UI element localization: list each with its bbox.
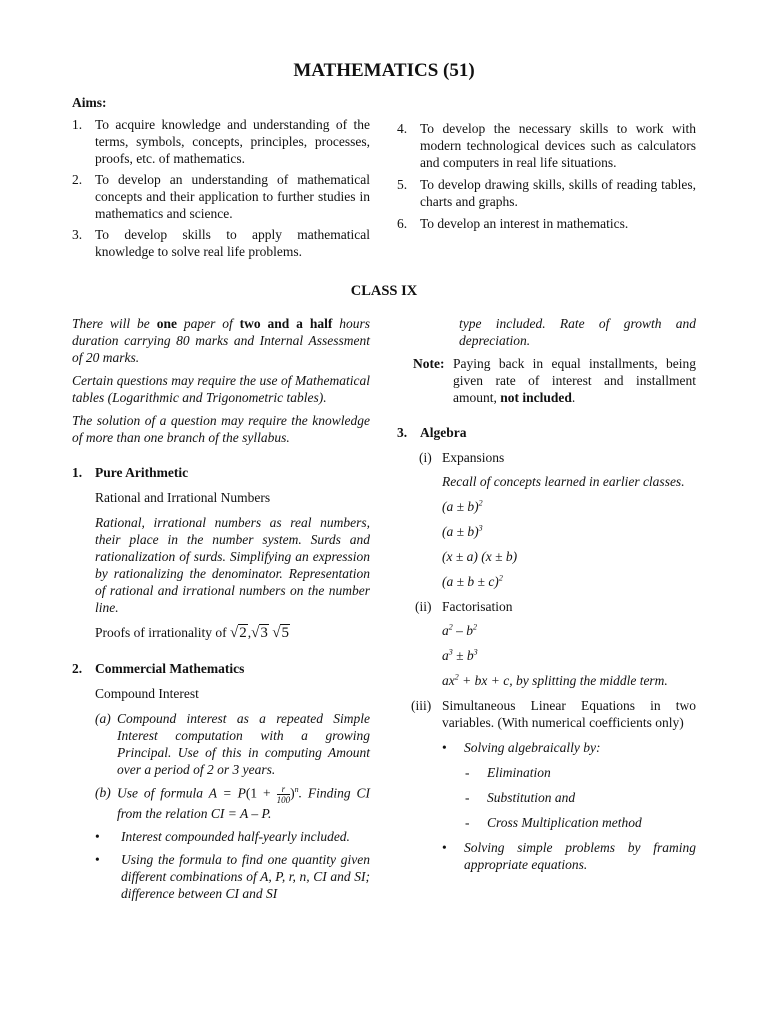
aim-item: 4. To develop the necessary skills to work with modern technological devices such as calculators and computers in real life situations. (397, 121, 696, 170)
sub-item-a: (a) Compound interest as a repeated Simple Interest computation with a growing Principal. Use of this in computing Amount over a period of 2 or 3 years. (95, 711, 370, 777)
aims-list-right (397, 120, 696, 237)
aim-item: 2. To develop an understanding of mathematical concepts and their application to further studies in mathematics and science. (72, 172, 370, 221)
expansion-formula: (x ± a) (x ± b) (442, 549, 518, 564)
page-title: MATHEMATICS (51) (293, 60, 475, 81)
aim-item: 1. To acquire knowledge and understanding of the terms, symbols, concepts, principles, processes, proofs, etc. of mathematics. (72, 117, 370, 166)
right-column (397, 315, 696, 881)
intro-paragraph: There will be one paper of two and a half hours duration carrying 80 marks and Internal Assessment of 20 marks. (72, 316, 370, 365)
sqrt-3: √3 (251, 625, 268, 641)
formula-fraction: $\frac{r}{100}$ (276, 784, 291, 805)
aims-list-left (72, 116, 370, 264)
algebra-item-factorisation: (ii) Factorisation (415, 599, 513, 614)
section-heading-algebra: 3. Algebra (397, 425, 467, 440)
bullet-item: • Solving simple problems by framing appropriate equations. (442, 840, 696, 872)
section-body: Rational, irrational numbers as real numbers, their place in the number system. Surds and rationalization of surds. Simplifying an expression by rationalizing the denominator. Representation of rational and irrational numbers on the number line. (95, 515, 370, 615)
bullet-continuation: type included. Rate of growth and depreciation. (459, 316, 696, 348)
expansion-formula: $(a \pm b)^2$ (442, 498, 483, 514)
sqrt-5: √5 (272, 625, 289, 641)
factor-formula: $ax^2$ + bx + c, by splitting the middle term. (442, 672, 668, 688)
aims-heading: Aims: (72, 95, 107, 110)
class-heading: CLASS IX (350, 283, 418, 299)
sqrt-2: √2 (229, 625, 247, 641)
section-heading-pure-arithmetic: 1. Pure Arithmetic (72, 465, 189, 480)
dash-item: - Substitution and (465, 790, 576, 805)
recall-line: Recall of concepts learned in earlier classes. (442, 474, 685, 489)
sub-item-b: (b) Use of formula A = P(1 + $\frac{r}{100}$ )$^n$. Finding CI from the relation CI = A – P. (95, 784, 371, 821)
subsection-title: Compound Interest (95, 686, 199, 701)
factor-formula: $a^3 \pm b^3$ (442, 647, 478, 663)
section-heading-commercial-math: 2. Commercial Mathematics (72, 661, 245, 676)
left-column (72, 315, 370, 908)
bullet-item: • Solving algebraically by: (442, 740, 601, 755)
bullet-item: • Using the formula to find one quantity given different combinations of A, P, r, n, CI and SI; difference between CI and SI (95, 852, 370, 901)
aim-item: 5. To develop drawing skills, skills of reading tables, charts and graphs. (397, 177, 696, 209)
algebra-item-linear-equations: (iii) Simultaneous Linear Equations in two variables. (With numerical coefficients only) (411, 698, 696, 730)
intro-paragraph: Certain questions may require the use of Mathematical tables (Logarithmic and Trigonometric tables). (72, 373, 370, 405)
note: Note: Paying back in equal installments, being given rate of interest and installment amount, not included. (413, 356, 696, 405)
factor-formula: $a^2 - b^2$ (442, 622, 477, 638)
proofs-line: Proofs of irrationality of √2,√3 √5 (95, 625, 289, 641)
subsection-title: Rational and Irrational Numbers (95, 490, 271, 505)
aim-item: 6. To develop an interest in mathematics. (397, 216, 629, 231)
algebra-item-expansions: (i) Expansions (419, 450, 505, 465)
dash-item: - Elimination (465, 765, 551, 780)
dash-item: - Cross Multiplication method (465, 815, 642, 830)
expansion-formula: $(a \pm b \pm c)^2$ (442, 573, 503, 589)
expansion-formula: $(a \pm b)^3$ (442, 523, 483, 539)
intro-paragraph: The solution of a question may require the knowledge of more than one branch of the syllabus. (72, 413, 370, 445)
bullet-item: • Interest compounded half-yearly included. (95, 829, 350, 844)
aim-item: 3. To develop skills to apply mathematical knowledge to solve real life problems. (72, 227, 370, 259)
